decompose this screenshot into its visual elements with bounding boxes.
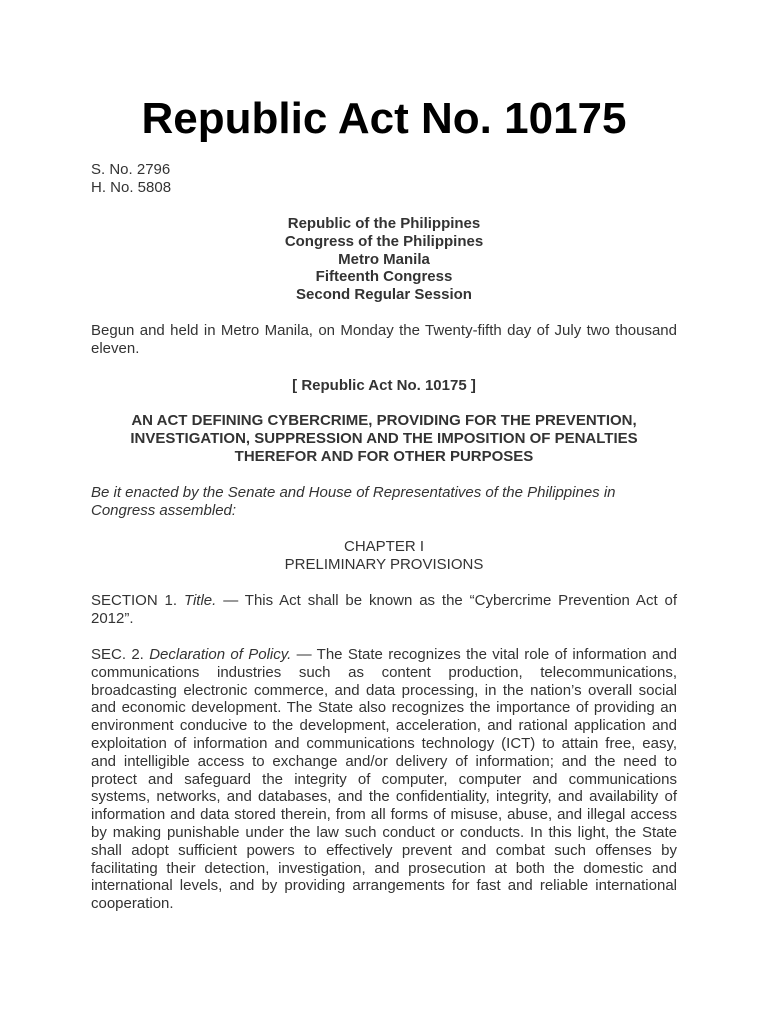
section-1-text: — This Act shall be known as the “Cybercrime Prevention Act of	[223, 592, 677, 609]
chapter-number: CHAPTER I	[343, 538, 424, 555]
section-2-line: shall adopt sufficient powers to effectively prevent and combat such offenses by	[91, 841, 677, 859]
session-paragraph	[91, 322, 677, 358]
congress-header	[91, 215, 677, 304]
section-1-heading: Title.	[183, 592, 217, 609]
section-2-line: protect and safeguard the integrity of computer, computer and communications	[91, 770, 677, 788]
section-1	[91, 592, 677, 628]
section-2-line: by making punishable under the law such conduct or conducts. In this light, the State	[91, 823, 677, 841]
bill-numbers	[91, 161, 677, 197]
act-title-line: INVESTIGATION, SUPPRESSION AND THE IMPOSITION OF PENALTIES	[130, 429, 638, 447]
section-2-heading: Declaration of Policy.	[149, 646, 292, 663]
header-line: Congress of the Philippines	[284, 232, 484, 250]
house-bill-number: H. No. 5808	[91, 178, 172, 196]
enacting-line: Congress assembled:	[91, 501, 237, 519]
chapter-name: PRELIMINARY PROVISIONS	[284, 555, 484, 573]
section-1-label: SECTION 1.	[91, 592, 178, 609]
section-1-first-line	[91, 592, 677, 610]
chapter-heading	[91, 538, 677, 574]
section-2-line: cooperation.	[91, 895, 174, 913]
act-reference: [ Republic Act No. 10175 ]	[292, 377, 476, 394]
act-title-line: AN ACT DEFINING CYBERCRIME, PROVIDING FOR THE PREVENTION,	[131, 412, 637, 429]
enacting-line: Be it enacted by the Senate and House of Representatives of the Philippines in	[91, 484, 616, 501]
act-title	[91, 412, 677, 465]
paragraph-line: eleven.	[91, 339, 140, 357]
section-2-line: exploitation of information and communications technology (ICT) to attain free, easy,	[91, 734, 677, 752]
senate-bill-number: S. No. 2796	[91, 161, 171, 178]
section-2-line: and economic development. The State also recognizes the importance of providing an	[91, 699, 677, 717]
header-line: Metro Manila	[338, 250, 430, 268]
section-2-line: systems, networks, and databases, and the confidentiality, integrity, and availability of	[91, 788, 677, 806]
section-2-line: broadcasting electronic commerce, and data processing, in the nation’s overall social	[91, 681, 677, 699]
header-line: Fifteenth Congress	[315, 268, 453, 286]
section-2-line: information and data stored therein, from all forms of misuse, abuse, and illegal access	[91, 806, 677, 824]
section-1-last-line: 2012”.	[91, 609, 134, 627]
act-title-line: THEREFOR AND FOR OTHER PURPOSES	[234, 447, 534, 465]
paragraph-line: Begun and held in Metro Manila, on Monday the Twenty-fifth day of July two thousand	[91, 322, 677, 339]
section-2	[91, 646, 677, 913]
section-2-first-line	[91, 646, 677, 664]
section-2-label: SEC. 2.	[91, 646, 144, 663]
section-2-line: communications industries such as content production, telecommunications,	[91, 663, 677, 681]
section-2-line: facilitating their detection, investigation, and prosecution at both the domestic and	[91, 859, 677, 877]
header-line: Second Regular Session	[296, 286, 472, 304]
enacting-clause	[91, 484, 677, 520]
section-2-text: — The State recognizes the vital role of information and	[296, 646, 677, 663]
section-2-line: and intelligible access to exchange and/or delivery of information; and the need to	[91, 752, 677, 770]
section-2-line: international levels, and by providing arrangements for fast and reliable international	[91, 877, 677, 895]
section-2-line: environment conducive to the development, acceleration, and rational application and	[91, 717, 677, 735]
header-line: Republic of the Philippines	[287, 215, 481, 232]
document-title: Republic Act No. 10175	[141, 94, 627, 143]
